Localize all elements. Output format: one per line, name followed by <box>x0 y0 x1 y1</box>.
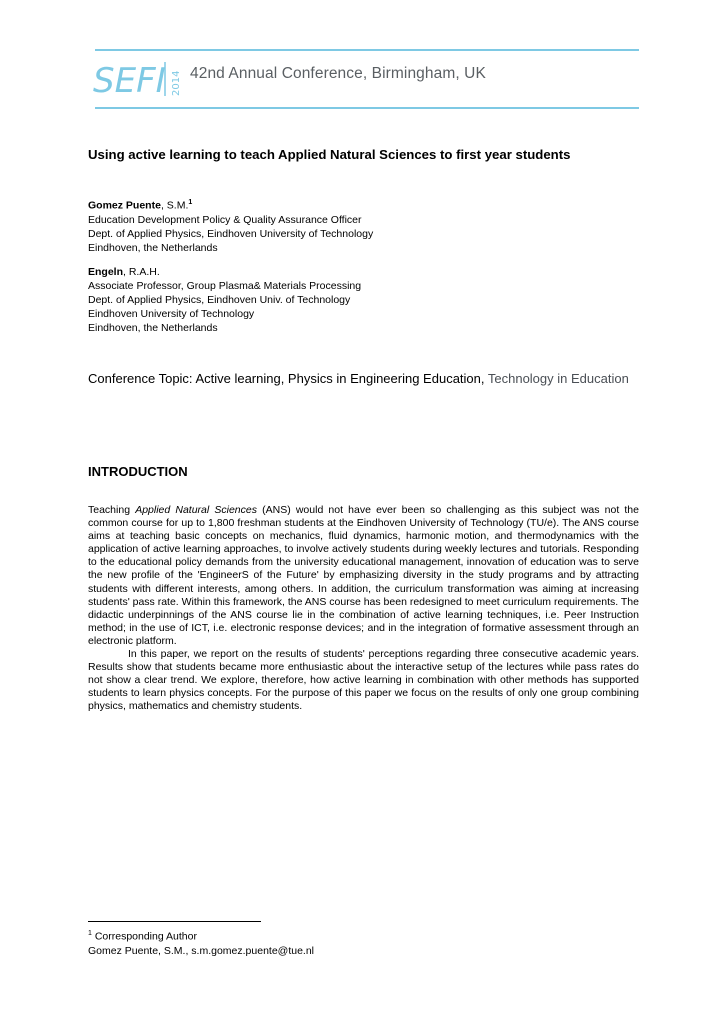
header-rule-top <box>95 49 639 51</box>
conference-topic <box>88 371 638 387</box>
author-1-initials: , S.M. <box>160 199 189 212</box>
logo-text: SEFI <box>93 61 166 100</box>
footnote <box>88 927 314 958</box>
paragraph-1-italic-term: Applied Natural Sciences <box>135 504 257 516</box>
author-2-affiliation-line: Eindhoven University of Technology <box>88 308 255 320</box>
paragraph-2: In this paper, we report on the results of students' perceptions regarding three consecutive academic years. Results show that students became more enthusiastic about the interactive setup of the lectures while pass rates do not show a clear trend. We explore, therefore, how active learning in combination with other methods has supported students to learn physics concepts. For the purpose of this paper we focus on the results of only one group combining physics, mathematics and chemistry students. <box>88 648 639 713</box>
author-1-heading <box>88 196 373 213</box>
author-1-affiliation-line: Eindhoven, the Netherlands <box>88 241 218 254</box>
author-1-affiliation-line: Education Development Policy & Quality Assurance Officer <box>88 213 362 226</box>
author-block-1 <box>88 196 373 255</box>
author-2-heading <box>88 265 361 279</box>
footnote-label: Corresponding Author <box>91 930 197 943</box>
paragraph-1-rest: (ANS) would not have ever been so challenging as this subject was not the common course for up to 1,800 freshman students at the Eindhoven University of Technology (TU/e). The ANS course aims at teaching basic concepts on mechanics, fluid dynamics, harmonic motion, and thermodynamics with the application of active learning approaches, to involve actively students during weekly lectures and tutorials. Responding to the educational policy demands from the university educational management, innovation of education was to serve the new profile of the 'EngineerS of the Future' by emphasizing diversity in the study programs and by attracting students with different interests, among others. In addition, the curriculum transformation was aiming at increasing students' pass rate. Within this framework, the ANS course has been redesigned to meet curriculum requirements. The didactic underpinnings of the ANS course lie in the combination of active learning techniques, i.e. Peer Instruction method; in the use of ICT, i.e. electronic response devices; and in the integration of formative assessment through an electronic platform. <box>88 504 639 647</box>
author-2-initials: , R.A.H. <box>123 266 160 278</box>
paragraph-1-lead: Teaching <box>88 504 136 516</box>
author-1-name: Gomez Puente <box>88 199 161 212</box>
paper-title: Using active learning to teach Applied Natural Sciences to first year students <box>88 147 571 162</box>
logo-year: 2014 <box>171 70 182 96</box>
author-2-affiliation-line: Associate Professor, Group Plasma& Materials Processing <box>88 280 362 292</box>
topic-text-continued: Technology in Education <box>487 371 629 386</box>
header-rule-bottom <box>95 107 639 109</box>
author-1-affiliation-line: Dept. of Applied Physics, Eindhoven University of Technology <box>88 227 374 240</box>
introduction-heading: INTRODUCTION <box>88 464 188 479</box>
author-1-footnote-mark: 1 <box>188 199 193 206</box>
author-2-affiliation-line: Dept. of Applied Physics, Eindhoven Univ. of Technology <box>88 294 351 306</box>
footnote-mark: 1 <box>88 930 92 937</box>
author-2-name: Engeln <box>88 266 124 278</box>
footnote-divider <box>88 921 261 922</box>
sefi-logo <box>93 56 185 100</box>
paragraph-1 <box>88 504 639 648</box>
footnote-contact: Gomez Puente, S.M., s.m.gomez.puente@tue.nl <box>88 944 315 957</box>
author-block-2 <box>88 265 361 335</box>
footnote-label-line <box>88 927 314 944</box>
author-2-affiliation-line: Eindhoven, the Netherlands <box>88 322 218 334</box>
introduction-body <box>88 504 639 714</box>
conference-name: 42nd Annual Conference, Birmingham, UK <box>190 65 486 82</box>
topic-text: Conference Topic: Active learning, Physics in Engineering Education, <box>88 371 488 386</box>
